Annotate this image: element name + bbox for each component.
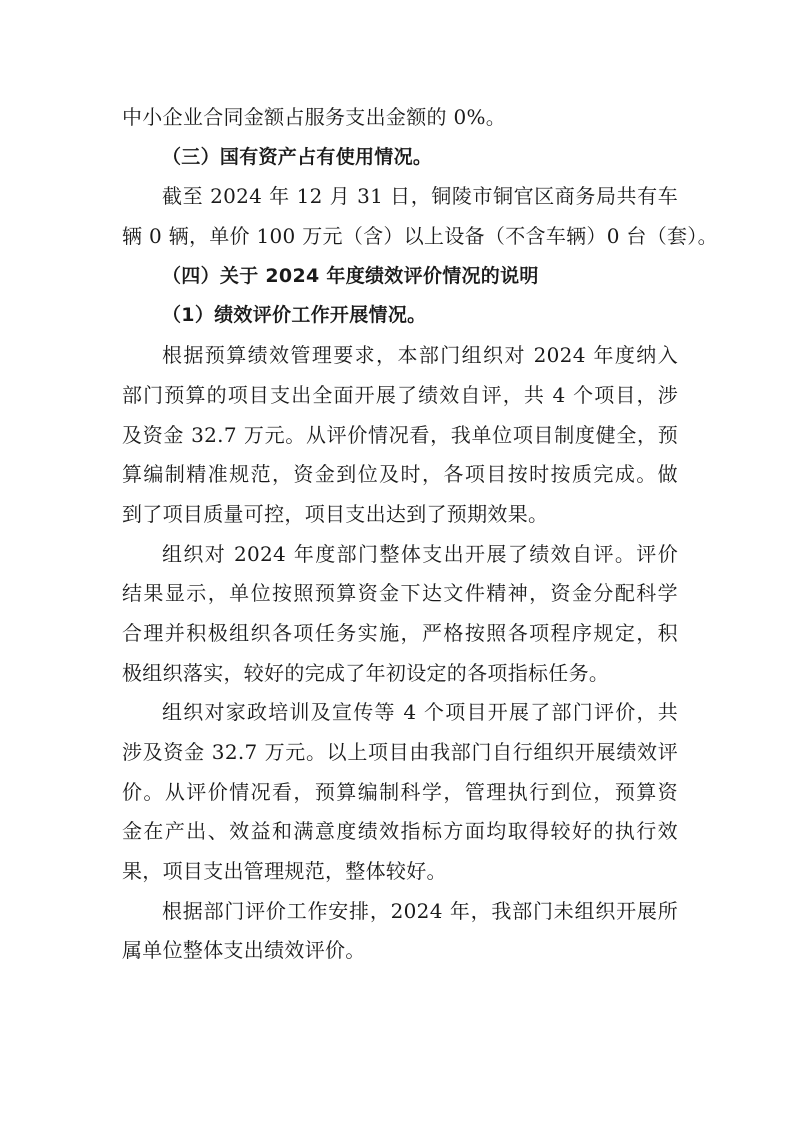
body-line: 合理并积极组织各项任务实施，严格按照各项程序规定，积 — [122, 620, 678, 645]
subsection-heading-evaluation-work: （1）绩效评价工作开展情况。 — [162, 304, 427, 327]
body-line: 根据预算绩效管理要求，本部门组织对 2024 年度纳入 — [162, 343, 678, 368]
body-line: 及资金 32.7 万元。从评价情况看，我单位项目制度健全，预 — [122, 422, 678, 447]
body-line: 算编制精准规范，资金到位及时，各项目按时按质完成。做 — [122, 462, 678, 487]
document-body — [122, 98, 718, 971]
body-line: 到了项目质量可控，项目支出达到了预期效果。 — [122, 501, 549, 526]
body-line: 根据部门评价工作安排，2024 年，我部门未组织开展所 — [162, 898, 678, 923]
body-line: 结果显示，单位按照预算资金下达文件精神，资金分配科学 — [122, 581, 678, 606]
body-line: 金在产出、效益和满意度绩效指标方面均取得较好的执行效 — [122, 819, 678, 844]
body-line: 组织对家政培训及宣传等 4 个项目开展了部门评价，共 — [162, 700, 678, 725]
body-line: 中小企业合同金额占服务支出金额的 0%。 — [122, 105, 507, 129]
section-heading-performance-evaluation: （四）关于 2024 年度绩效评价情况的说明 — [162, 264, 539, 287]
body-line: 极组织落实，较好的完成了年初设定的各项指标任务。 — [122, 660, 610, 685]
body-line: 部门预算的项目支出全面开展了绩效自评，共 4 个项目，涉 — [122, 382, 678, 407]
body-line: 属单位整体支出绩效评价。 — [122, 938, 366, 963]
body-line: 价。从评价情况看，预算编制科学，管理执行到位，预算资 — [122, 779, 678, 804]
body-line: 截至 2024 年 12 月 31 日，铜陵市铜官区商务局共有车 — [162, 184, 678, 209]
body-line: 辆 0 辆，单价 100 万元（含）以上设备（不含车辆）0 台（套）。 — [122, 224, 718, 249]
body-line: 涉及资金 32.7 万元。以上项目由我部门自行组织开展绩效评 — [122, 740, 678, 764]
body-line: 果，项目支出管理规范，整体较好。 — [122, 859, 447, 884]
section-heading-state-assets: （三）国有资产占有使用情况。 — [162, 145, 433, 168]
body-line: 组织对 2024 年度部门整体支出开展了绩效自评。评价 — [162, 541, 678, 566]
